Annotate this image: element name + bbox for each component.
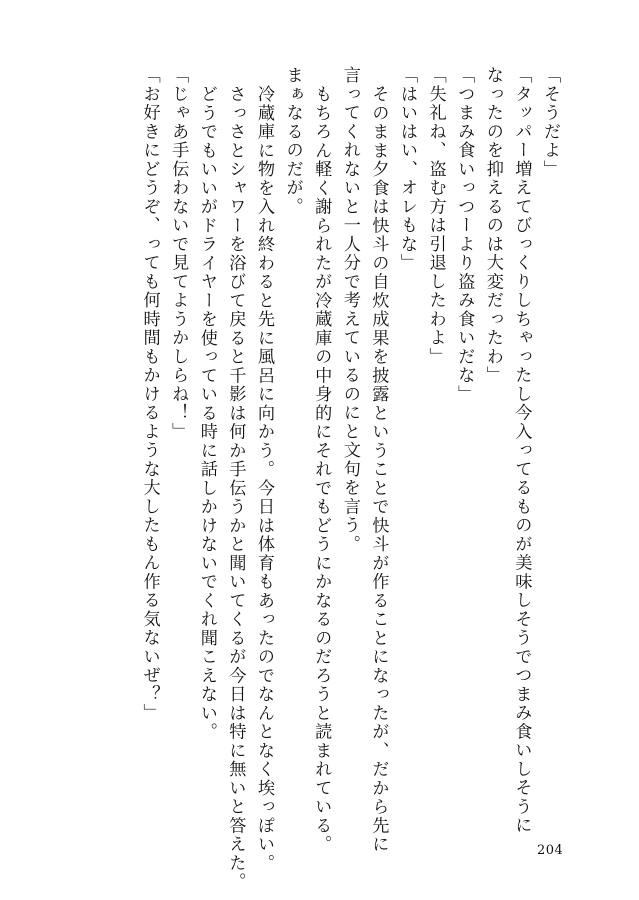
text-line: まぁなるのだが。 <box>282 66 303 216</box>
text-line: もちろん軽く謝られたが冷蔵庫の中身的にそれでもどうにかなるのだろうと読まれている。 <box>311 85 332 854</box>
text-line: さっさとシャワーを浴びて戻ると千影は何か手伝うかと聞いてくるが今日は特に無いと答えた。 <box>225 85 246 892</box>
text-line: 「つまみ食いっつーより盗み食いだな」 <box>454 66 475 404</box>
text-line: 「はいはい、オレもな」 <box>397 66 417 273</box>
text-line: 「お好きにどうぞ、っても何時間もかけるような大したもん作る気ないぜ？」 <box>139 66 160 723</box>
text-line: 冷蔵庫に物を入れ終わると先に風呂に向かう。今日は体育もあったのでなんとなく埃っぽい。 <box>254 85 274 873</box>
text-line: 言ってくれないと一人分で考えているのにと文句を言う。 <box>339 66 360 554</box>
text-line: 「じゃあ手伝わないで見てようかしらね！」 <box>168 66 189 441</box>
text-line: 「タッパー増えてびっくりしちゃったし今入ってるものが美味しそうでつまみ食いしそうに <box>511 66 532 835</box>
text-line: なったのを抑えるのは大変だったわ」 <box>482 66 503 385</box>
text-line: どうでもいいがドライヤーを使っている時に話しかけないでくれ聞こえない。 <box>196 85 217 742</box>
text-line: 「そうだよ」 <box>540 66 560 179</box>
text-line: そのまま夕食は快斗の自炊成果を披露ということで快斗が作ることになったが、だから先に <box>368 85 389 854</box>
page-number: 204 <box>537 843 564 858</box>
text-line: 「失礼ね、盗む方は引退したわよ」 <box>425 66 446 366</box>
